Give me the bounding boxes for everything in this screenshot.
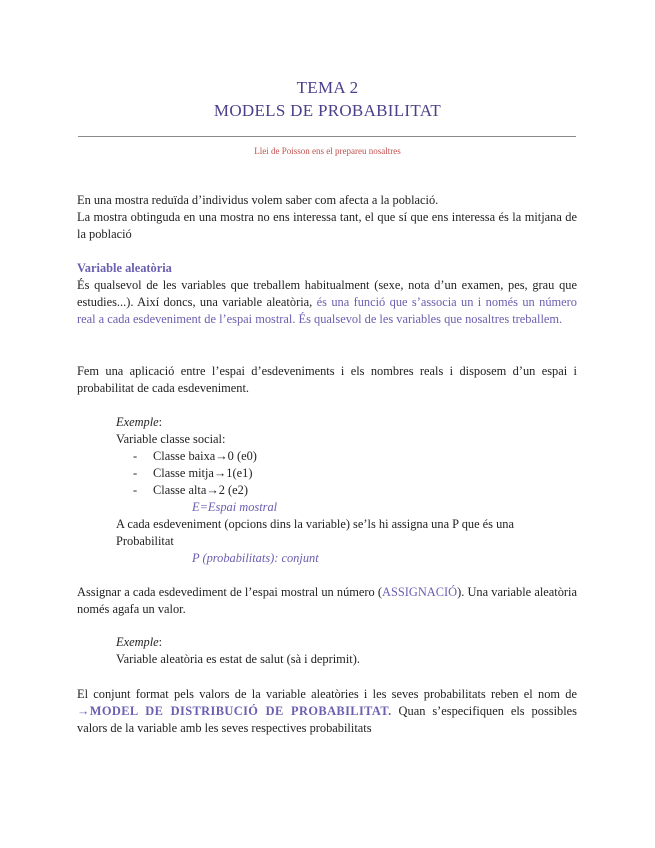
final-paragraph-highlight: →MODEL DE DISTRIBUCIÓ DE PROBABILITAT.	[77, 704, 392, 718]
example1-label: Exemple	[116, 415, 159, 429]
formula-probabilities: P (probabilitats): conjunt	[192, 551, 319, 565]
example2-label-line	[116, 634, 576, 651]
list-item-text: Classe baixa→0 (e0)	[153, 449, 257, 463]
section-heading-variable: Variable aleatòria	[77, 261, 172, 275]
final-paragraph	[77, 686, 577, 737]
example1-label-line	[116, 414, 576, 431]
page-title-line1: TEMA 2	[296, 78, 359, 97]
variable-definition-plain: És qualsevol de les variables que treballem habitualment (sexe, nota d’un examen, pes, grau que estudies...). Així doncs, una variable aleatòria,	[77, 278, 577, 309]
example1-intro: Variable classe social:	[116, 432, 226, 446]
example1-colon: :	[158, 415, 163, 429]
list-item	[133, 482, 248, 499]
list-dash: -	[133, 483, 138, 497]
variable-definition-highlight: és una funció que s’associa un i només un número real a cada esdeveniment de l’espai mostral. És qualsevol de les variables que nosaltres treballem.	[77, 295, 577, 326]
list-dash: -	[133, 466, 138, 480]
list-dash: -	[133, 449, 138, 463]
intro-line-1: En una mostra reduïda d’individus volem saber com afecta a la població.	[77, 193, 439, 207]
list-item	[133, 448, 257, 465]
list-item	[133, 465, 252, 482]
example2-colon: :	[158, 635, 163, 649]
formula-sample-space: E=Espai mostral	[192, 500, 278, 514]
final-paragraph-before: El conjunt format pels valors de la variable aleatòries i les seves probabilitats reben el nom de	[77, 687, 577, 701]
assign-paragraph-after: ). Una variable aleatòria només agafa un valor.	[77, 585, 577, 616]
assign-paragraph	[77, 584, 577, 618]
list-item-text: Classe alta→2 (e2)	[153, 483, 248, 497]
example2-text: Variable aleatòria es estat de salut (sà i deprimit).	[116, 652, 360, 666]
variable-definition	[77, 277, 577, 328]
page-subtitle: Llei de Poisson ens el prepareu nosaltres	[254, 146, 401, 156]
application-paragraph: Fem una aplicació entre l’espai d’esdeveniments i els nombres reals i disposem d’un espai i probabilitat de cada esdeveniment.	[77, 364, 577, 395]
intro-line-2: La mostra obtinguda en una mostra no ens interessa tant, el que sí que ens interessa és la mitjana de la població	[77, 210, 577, 241]
title-divider	[78, 136, 576, 137]
list-item-text: Classe mitja→1(e1)	[153, 466, 253, 480]
assign-paragraph-before: Assignar a cada esdevediment de l’espai mostral un número (	[77, 585, 383, 599]
assign-paragraph-highlight: ASSIGNACIÓ	[382, 585, 458, 599]
page-title-line2: MODELS DE PROBABILITAT	[213, 101, 442, 120]
final-paragraph-after: Quan s’especifiquen els possibles valors de la variable amb les seves respectives probabilitats	[77, 704, 577, 735]
example1-assign-text: A cada esdeveniment (opcions dins la variable) se’ls hi assigna una P que és una Probabilitat	[116, 517, 514, 548]
example2-label: Exemple	[116, 635, 159, 649]
